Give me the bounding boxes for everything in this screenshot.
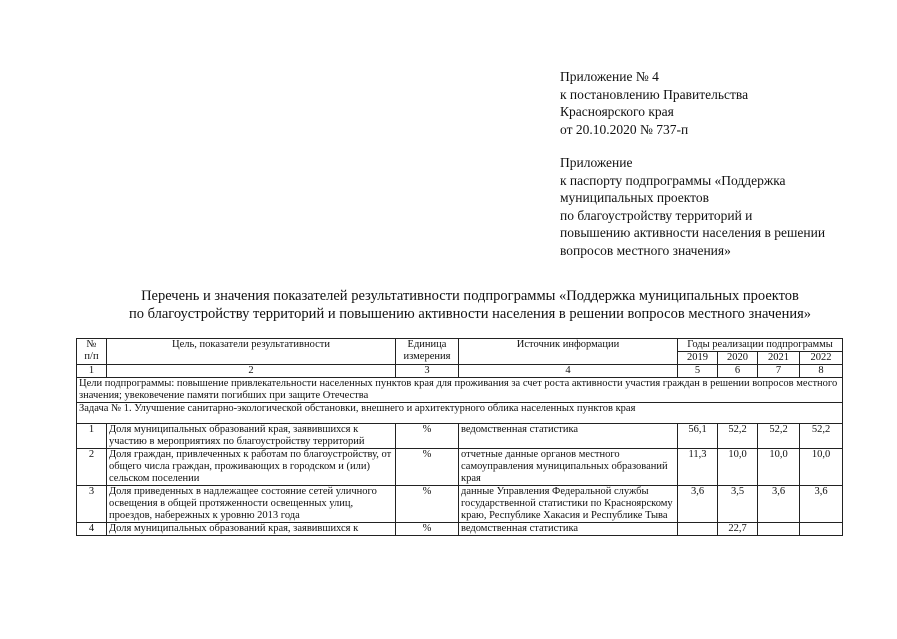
col-number: 4 xyxy=(459,365,678,378)
appendix-main-block xyxy=(560,68,748,138)
goal-row xyxy=(77,378,843,403)
appendix-line: по благоустройству территорий и xyxy=(560,207,753,223)
header-num: № п/п xyxy=(77,339,107,365)
header-year: 2020 xyxy=(718,352,758,365)
row-source: отчетные данные органов местного самоуправления муниципальных образований края xyxy=(459,449,678,486)
table-row xyxy=(77,523,843,536)
appendix-line: вопросов местного значения» xyxy=(560,242,731,258)
row-value xyxy=(758,523,800,536)
header-year: 2019 xyxy=(678,352,718,365)
col-number: 6 xyxy=(718,365,758,378)
row-value: 10,0 xyxy=(800,449,843,486)
col-number: 5 xyxy=(678,365,718,378)
row-value: 11,3 xyxy=(678,449,718,486)
appendix-line: Приложение xyxy=(560,155,633,170)
row-value: 3,6 xyxy=(678,486,718,523)
document-title xyxy=(70,287,870,323)
appendix-line: от 20.10.2020 № 737-п xyxy=(560,121,689,137)
table-row xyxy=(77,449,843,486)
header-goal: Цель, показатели результативности xyxy=(107,339,396,365)
appendix-line: муниципальных проектов xyxy=(560,190,709,205)
header-years: Годы реализации подпрограммы xyxy=(678,339,843,352)
row-source: данные Управления Федеральной службы государственной статистики по Красноярскому краю, Республике Хакасия и Республике Тыва xyxy=(459,486,678,523)
header-year: 2021 xyxy=(758,352,800,365)
header-row-1 xyxy=(77,339,843,352)
header-unit: Единица измерения xyxy=(396,339,459,365)
task-row xyxy=(77,403,843,424)
appendix-line: Приложение № 4 xyxy=(560,69,659,84)
col-number: 3 xyxy=(396,365,459,378)
col-number: 1 xyxy=(77,365,107,378)
row-source: ведомственная статистика xyxy=(459,424,678,449)
row-value: 3,5 xyxy=(718,486,758,523)
row-unit: % xyxy=(396,424,459,449)
row-value: 22,7 xyxy=(718,523,758,536)
row-source: ведомственная статистика xyxy=(459,523,678,536)
row-value: 52,2 xyxy=(800,424,843,449)
header-year: 2022 xyxy=(800,352,843,365)
header-source: Источник информации xyxy=(459,339,678,365)
row-num: 1 xyxy=(77,424,107,449)
appendix-line: к постановлению Правительства xyxy=(560,86,749,102)
col-number: 8 xyxy=(800,365,843,378)
row-name: Доля граждан, привлеченных к работам по благоустройству, от общего числа граждан, проживающих в городском и (или) сельском поселении xyxy=(107,449,396,486)
row-unit: % xyxy=(396,523,459,536)
appendix-sub-block xyxy=(560,154,825,259)
appendix-line: Красноярского края xyxy=(560,104,674,119)
row-name: Доля муниципальных образований края, заявившихся к xyxy=(107,523,396,536)
row-unit: % xyxy=(396,449,459,486)
row-unit: % xyxy=(396,486,459,523)
row-value xyxy=(800,523,843,536)
row-name: Доля муниципальных образований края, заявившихся к участию в мероприятиях по благоустройству территорий xyxy=(107,424,396,449)
row-value: 3,6 xyxy=(800,486,843,523)
col-number: 2 xyxy=(107,365,396,378)
col-number: 7 xyxy=(758,365,800,378)
appendix-line: к паспорту подпрограммы «Поддержка xyxy=(560,172,786,188)
column-number-row xyxy=(77,365,843,378)
row-name: Доля приведенных в надлежащее состояние сетей уличного освещения в общей протяженности освещенных улиц, проездов, набережных к уровню 2013 года xyxy=(107,486,396,523)
appendix-line: повышению активности населения в решении xyxy=(560,225,826,240)
task-text: Задача № 1. Улучшение санитарно-экологической обстановки, внешнего и архитектурного облика населенных пунктов края xyxy=(77,403,843,424)
row-num: 4 xyxy=(77,523,107,536)
row-value: 10,0 xyxy=(718,449,758,486)
table-row xyxy=(77,424,843,449)
row-value: 52,2 xyxy=(718,424,758,449)
row-num: 3 xyxy=(77,486,107,523)
row-value xyxy=(678,523,718,536)
title-line-1: Перечень и значения показателей результативности подпрограммы «Поддержка муниципальных проектов xyxy=(141,288,799,304)
row-value: 56,1 xyxy=(678,424,718,449)
title-line-2: по благоустройству территорий и повышению активности населения в решении вопросов местного значения» xyxy=(128,306,812,322)
indicators-table xyxy=(76,338,843,536)
row-value: 10,0 xyxy=(758,449,800,486)
goal-text: Цели подпрограммы: повышение привлекательности населенных пунктов края для проживания за счет роста активности участия граждан в решении вопросов местного значения; увековечение памяти погибших при защите Отечества xyxy=(77,378,843,403)
row-num: 2 xyxy=(77,449,107,486)
table-row xyxy=(77,486,843,523)
row-value: 3,6 xyxy=(758,486,800,523)
row-value: 52,2 xyxy=(758,424,800,449)
